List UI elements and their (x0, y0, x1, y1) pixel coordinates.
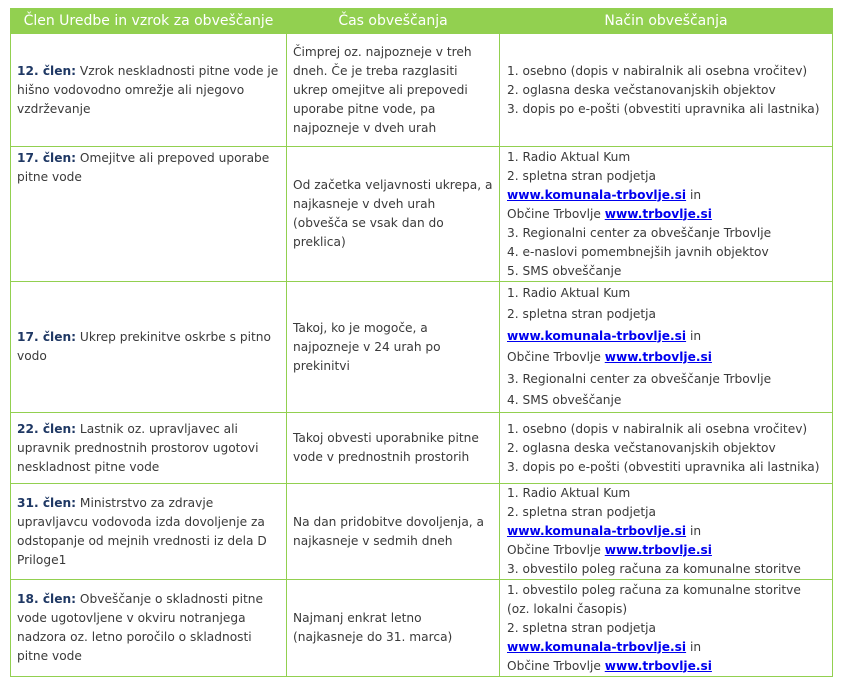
company-website-link[interactable]: www.komunala-trbovlje.si (507, 524, 687, 538)
time-cell: Najmanj enkrat letno (najkasneje do 31. marca) (287, 580, 500, 677)
table-row (11, 34, 833, 147)
method-cell (500, 282, 833, 413)
method-item: www.komunala-trbovlje.si in (507, 639, 702, 654)
cause-cell (11, 147, 287, 282)
header-method: Način obveščanja (500, 9, 833, 34)
time-cell: Čimprej oz. najpozneje v treh dneh. Če je treba razglasiti ukrep omejitve ali prepovedi uporabe pitne vode, pa najpozneje v dveh urah (287, 34, 500, 147)
method-item: 5. SMS obveščanje (507, 263, 622, 278)
municipality-website-link[interactable]: www.trbovlje.si (604, 658, 712, 673)
method-item: 3. Regionalni center za obveščanje Trbovlje (507, 371, 772, 386)
cause-text: Ukrep prekinitve oskrbe s pitno vodo (17, 330, 271, 363)
company-website-link[interactable]: www.komunala-trbovlje.si (507, 328, 687, 343)
method-item: 4. e-naslovi pomembnejših javnih objektov (507, 244, 769, 259)
method-item: 1. Radio Aktual Kum (507, 285, 631, 300)
company-website-link[interactable]: www.komunala-trbovlje.si (507, 187, 687, 202)
method-cell (500, 34, 833, 147)
method-item: 1. Radio Aktual Kum (507, 149, 631, 164)
municipality-website-link[interactable]: www.trbovlje.si (604, 206, 712, 221)
header-article-cause: Člen Uredbe in vzrok za obveščanje (11, 9, 287, 34)
article-number: 18. člen: (17, 592, 77, 606)
table-row (11, 484, 833, 580)
method-item: 2. spletna stran podjetja (507, 168, 656, 183)
cause-cell (11, 580, 287, 677)
method-item: 1. obvestilo poleg računa za komunalne storitve (507, 582, 801, 597)
method-cell (500, 147, 833, 282)
method-cell (500, 484, 833, 580)
time-cell: Od začetka veljavnosti ukrepa, a najkasneje v dveh urah (obvešča se vsak dan do preklica) (287, 147, 500, 282)
method-item: 1. osebno (dopis v nabiralnik ali osebna vročitev) (507, 421, 808, 436)
cause-text: Vzrok neskladnosti pitne vode je hišno vodovodno omrežje ali njegovo vzdrževanje (17, 63, 279, 116)
time-cell: Takoj, ko je mogoče, a najpozneje v 24 urah po prekinitvi (287, 282, 500, 413)
time-cell: Takoj obvesti uporabnike pitne vode v prednostnih prostorih (287, 413, 500, 484)
time-cell: Na dan pridobitve dovoljenja, a najkasneje v sedmih dneh (287, 484, 500, 580)
method-item: www.komunala-trbovlje.si in (507, 524, 702, 538)
method-item: 3. dopis po e-pošti (obvestiti upravnika ali lastnika) (507, 101, 820, 116)
cause-cell (11, 282, 287, 413)
article-number: 17. člen: (17, 151, 77, 165)
method-item: Občine Trbovlje www.trbovlje.si (507, 206, 712, 221)
method-item: 2. oglasna deska večstanovanjskih objektov (507, 440, 776, 455)
article-number: 22. člen: (17, 421, 77, 436)
method-item: 3. Regionalni center za obveščanje Trbovlje (507, 225, 772, 240)
cause-cell (11, 484, 287, 580)
table-row (11, 580, 833, 677)
notification-table (10, 8, 833, 677)
method-item: 2. spletna stran podjetja (507, 620, 656, 635)
header-row (11, 9, 833, 34)
company-website-link[interactable]: www.komunala-trbovlje.si (507, 639, 687, 654)
cause-text: Omejitve ali prepoved uporabe pitne vode (17, 151, 270, 184)
method-item: Občine Trbovlje www.trbovlje.si (507, 658, 712, 673)
table-row (11, 413, 833, 484)
method-cell (500, 413, 833, 484)
table-row (11, 282, 833, 413)
cause-cell (11, 34, 287, 147)
method-item: 4. SMS obveščanje (507, 393, 622, 407)
header-time: Čas obveščanja (287, 9, 500, 34)
table-row (11, 147, 833, 282)
method-item: Občine Trbovlje www.trbovlje.si (507, 350, 712, 364)
method-item: 2. spletna stran podjetja (507, 505, 656, 519)
municipality-website-link[interactable]: www.trbovlje.si (604, 543, 712, 557)
method-item: 2. oglasna deska večstanovanjskih objektov (507, 82, 776, 97)
cause-text: Obveščanje o skladnosti pitne vode ugotovljene v okviru notranjega nadzora oz. letno poročilo o skladnosti pitne vode (17, 592, 263, 663)
cause-text: Lastnik oz. upravljavec ali upravnik prednostnih prostorov ugotovi neskladnost pitne vode (17, 421, 259, 474)
cause-cell (11, 413, 287, 484)
method-cell (500, 580, 833, 677)
municipality-website-link[interactable]: www.trbovlje.si (604, 350, 712, 364)
article-number: 31. člen: (17, 495, 77, 510)
article-number: 12. člen: (17, 63, 77, 78)
method-item: 3. obvestilo poleg računa za komunalne storitve (507, 562, 801, 576)
method-item: Občine Trbovlje www.trbovlje.si (507, 543, 712, 557)
method-item: 1. Radio Aktual Kum (507, 486, 631, 500)
article-number: 17. člen: (17, 330, 77, 344)
method-item: 2. spletna stran podjetja (507, 307, 656, 321)
method-item: www.komunala-trbovlje.si in (507, 328, 702, 343)
method-item: 3. dopis po e-pošti (obvestiti upravnika ali lastnika) (507, 459, 820, 474)
cause-text: Ministrstvo za zdravje upravljavcu vodovoda izda dovoljenje za odstopanje od mejnih vrednosti iz dela D Priloge1 (17, 495, 267, 567)
method-item: (oz. lokalni časopis) (507, 601, 628, 616)
method-item: www.komunala-trbovlje.si in (507, 187, 702, 202)
method-item: 1. osebno (dopis v nabiralnik ali osebna vročitev) (507, 63, 808, 78)
